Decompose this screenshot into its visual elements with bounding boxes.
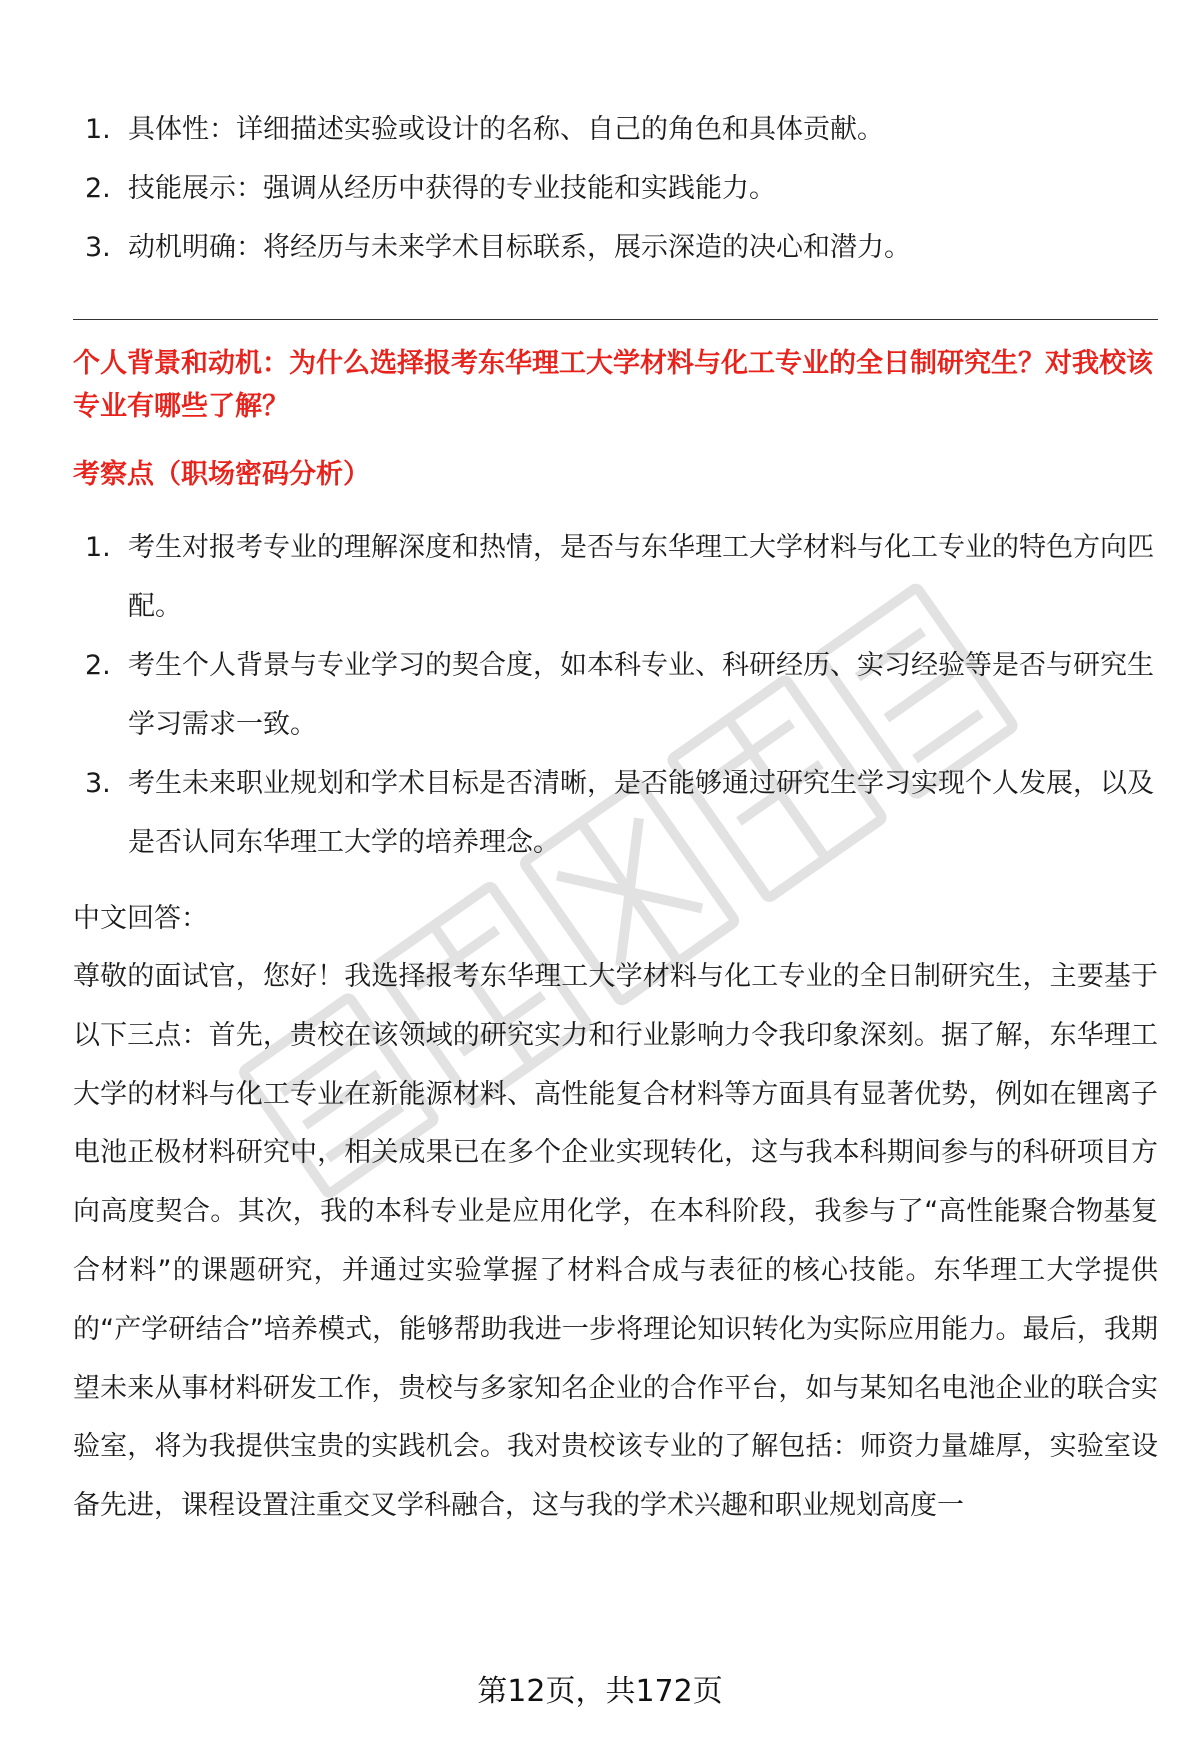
list-number: 3.: [85, 768, 111, 799]
answer-body: 尊敬的面试官，您好！我选择报考东华理工大学材料与化工专业的全日制研究生，主要基于以下三点：首先，贵校在该领域的研究实力和行业影响力令我印象深刻。据了解，东华理工大学的材料与化工专业在新能源材料、高性能复合材料等方面具有显著优势，例如在锂离子电池正极材料研究中，相关成果已在多个企业实现转化，这与我本科期间参与的科研项目方向高度契合。其次，我的本科专业是应用化学，在本科阶段，我参与了“高性能聚合物基复合材料”的课题研究，并通过实验掌握了材料合成与表征的核心技能。东华理工大学提供的“产学研结合”培养模式，能够帮助我进一步将理论知识转化为实际应用能力。最后，我期望未来从事材料研发工作，贵校与多家知名企业的合作平台，如与某知名电池企业的联合实验室，将为我提供宝贵的实践机会。我对贵校该专业的了解包括：师资力量雄厚，实验室设备先进，课程设置注重交叉学科融合，这与我的学术兴趣和职业规划高度一: [73, 961, 1158, 1522]
list-item: [73, 159, 1158, 218]
list-item: [73, 100, 1158, 159]
section-subhead: 考察点（职场密码分析）: [73, 459, 370, 490]
list-item: [73, 218, 1158, 277]
main-content: [73, 100, 1158, 1536]
list-number: 1.: [85, 532, 111, 563]
list-item: [73, 636, 1158, 754]
intro-list: [73, 100, 1158, 277]
answer-label: 中文回答：: [73, 903, 208, 934]
list-item: [73, 754, 1158, 872]
list-item-text: 考生对报考专业的理解深度和热情，是否与东华理工大学材料与化工专业的特色方向匹配。: [128, 532, 1154, 622]
list-item-text: 技能展示：强调从经历中获得的专业技能和实践能力。: [128, 173, 776, 204]
section-title: 个人背景和动机：为什么选择报考东华理工大学材料与化工专业的全日制研究生？对我校该专业有哪些了解？: [73, 348, 1153, 422]
page-footer: 第12页，共172页: [477, 1674, 723, 1709]
list-number: 3.: [85, 232, 111, 263]
list-item-text: 具体性：详细描述实验或设计的名称、自己的角色和具体贡献。: [128, 114, 884, 145]
list-item-text: 动机明确：将经历与未来学术目标联系，展示深造的决心和潜力。: [128, 232, 911, 263]
list-item-text: 考生未来职业规划和学术目标是否清晰，是否能够通过研究生学习实现个人发展，以及是否认同东华理工大学的培养理念。: [128, 768, 1154, 858]
list-number: 2.: [85, 173, 111, 204]
list-item-text: 考生个人背景与专业学习的契合度，如本科专业、科研经历、实习经验等是否与研究生学习需求一致。: [128, 650, 1154, 740]
list-number: 2.: [85, 650, 111, 681]
list-item: [73, 518, 1158, 636]
evaluation-points-list: [73, 518, 1158, 872]
list-number: 1.: [85, 114, 111, 145]
section-divider: [73, 319, 1158, 320]
